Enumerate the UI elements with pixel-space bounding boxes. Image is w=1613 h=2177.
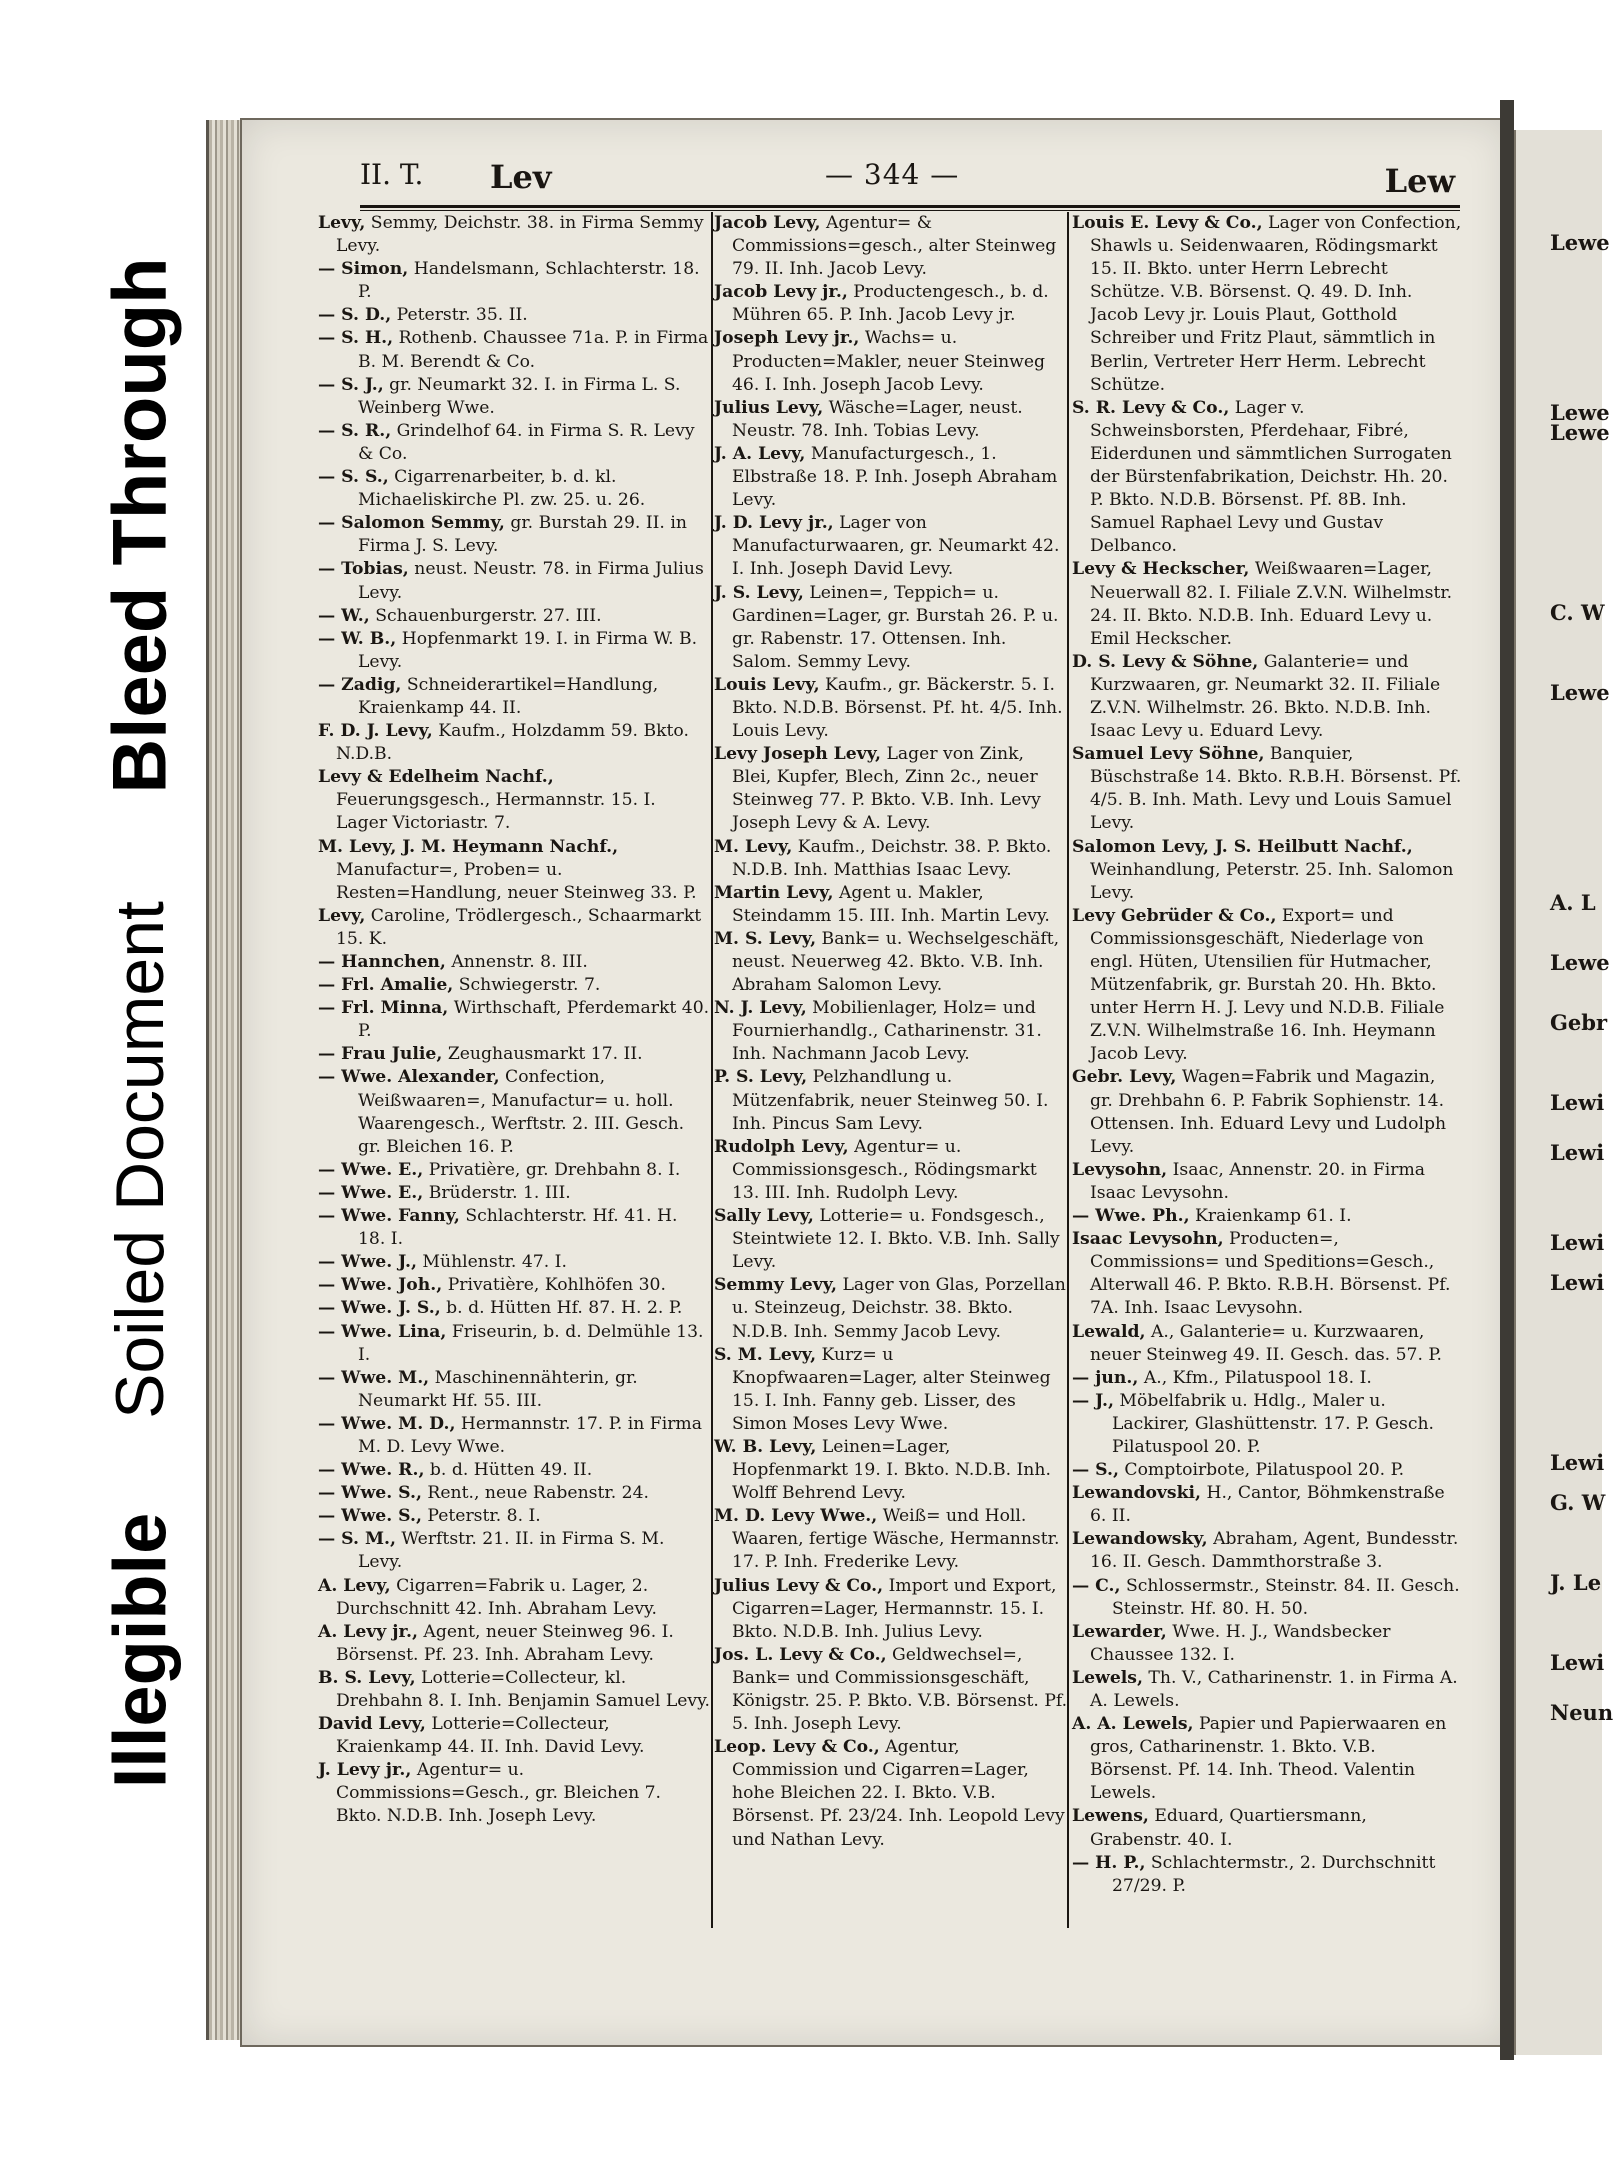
entry-name: J. Levy jr., — [318, 1760, 412, 1781]
entry-details: Hermannstr. 17. P. in Firma M. D. Levy Wwe. — [358, 1413, 702, 1457]
directory-entry — [318, 558, 710, 604]
entry-details: Pelzhandlung u. Mützenfabrik, neuer Steinweg 50. I. Inh. Pincus Sam Levy. — [732, 1067, 1049, 1134]
entry-details: Productengesch., b. d. Mühren 65. P. Inh. Jacob Levy jr. — [732, 282, 1049, 326]
entry-name: — Salomon Semmy, — [318, 513, 505, 534]
entry-name: — Wwe. M., — [318, 1367, 430, 1388]
directory-entry — [714, 1205, 1068, 1274]
facing-page-stub: Lewe — [1550, 420, 1610, 445]
entry-name: — W., — [318, 605, 370, 626]
entry-name: — Frl. Minna, — [318, 998, 449, 1019]
directory-entry — [714, 1344, 1068, 1436]
entry-name: Louis E. Levy & Co., — [1072, 213, 1263, 233]
entry-name: Salomon Levy, J. S. Heilbutt Nachf., — [1072, 836, 1413, 857]
entry-details: Papier und Papierwaaren en gros, Catharinenstr. 1. Bkto. V.B. Börsenst. Pf. 14. Inh. Theod. Valentin Lewels. — [1090, 1714, 1447, 1804]
entry-details: Privatière, gr. Drehbahn 8. I. — [423, 1159, 681, 1180]
directory-entry — [318, 974, 710, 997]
entry-name: — Tobias, — [318, 559, 409, 580]
entry-name: — H. P., — [1072, 1852, 1146, 1873]
facing-page-stub: Lewi — [1550, 1450, 1605, 1475]
directory-entry — [1072, 397, 1462, 559]
entry-name: M. Levy, J. M. Heymann Nachf., — [318, 836, 619, 857]
header-rule — [360, 205, 1460, 208]
directory-entry — [714, 1505, 1068, 1574]
entry-details: Lager von Zink, Blei, Kupfer, Blech, Zinn 2c., neuer Steinweg 77. P. Bkto. V.B. Inh. Levy Joseph Levy & A. Levy. — [732, 744, 1041, 834]
soiled-document-stamp — [85, 865, 195, 1455]
entry-details: Kurz= u Knopfwaaren=Lager, alter Steinweg 15. I. Inh. Fanny geb. Lisser, des Simon Moses Levy Wwe. — [732, 1344, 1051, 1434]
entry-details: Rent., neue Rabenstr. 24. — [421, 1483, 649, 1504]
directory-entry — [714, 1136, 1068, 1205]
directory-entry — [318, 258, 710, 304]
directory-entry — [318, 1482, 710, 1505]
entry-details: Handelsmann, Schlachterstr. 18. P. — [358, 259, 700, 303]
entry-details: b. d. Hütten Hf. 87. H. 2. P. — [440, 1298, 683, 1319]
entry-name: D. S. Levy & Söhne, — [1072, 651, 1259, 672]
page-number: — 344 — — [825, 158, 960, 191]
directory-entry — [1072, 558, 1462, 650]
entry-name: N. J. Levy, — [714, 998, 807, 1019]
entry-details: Kaufm., gr. Bäckerstr. 5. I. Bkto. N.D.B. Börsenst. Pf. ht. 4/5. Inh. Louis Levy. — [732, 674, 1063, 742]
entry-details: Cigarren=Fabrik u. Lager, 2. Durchschnitt 42. Inh. Abraham Levy. — [336, 1575, 657, 1619]
entry-name: — Wwe. S., — [318, 1506, 422, 1527]
entry-details: Banquier, Büschstraße 14. Bkto. R.B.H. Börsenst. Pf. 4/5. B. Inh. Math. Levy und Louis Samuel Levy. — [1090, 744, 1462, 834]
directory-entry — [1072, 836, 1462, 905]
entry-details: Agent, neuer Steinweg 96. I. Börsenst. Pf. 23. Inh. Abraham Levy. — [336, 1621, 674, 1665]
entry-details: Maschinennähterin, gr. Neumarkt Hf. 55. III. — [358, 1367, 638, 1411]
entry-details: Schlossermstr., Steinstr. 84. II. Gesch. Steinstr. Hf. 80. H. 50. — [1112, 1575, 1460, 1619]
directory-entry — [318, 1251, 710, 1274]
directory-entry — [714, 212, 1068, 281]
facing-page-stub: G. W — [1550, 1490, 1606, 1515]
entry-details: Lotterie=Collecteur, Kraienkamp 44. II. Inh. David Levy. — [336, 1714, 645, 1758]
directory-entry — [1072, 1159, 1462, 1205]
directory-entry — [714, 1575, 1068, 1644]
directory-entry — [318, 1367, 710, 1413]
entry-details: Agentur, Commission und Cigarren=Lager, hohe Bleichen 22. I. Bkto. V.B. Börsenst. Pf. 23/24. Inh. Leopold Levy und Nathan Levy. — [732, 1737, 1065, 1850]
directory-entry — [318, 1205, 710, 1251]
entry-details: Cigarrenarbeiter, b. d. kl. Michaeliskirche Pl. zw. 25. u. 26. — [358, 467, 646, 511]
entry-details: Lotterie= u. Fondsgesch., Steintwiete 12. I. Bkto. V.B. Inh. Sally Levy. — [732, 1206, 1060, 1273]
entry-name: Jos. L. Levy & Co., — [714, 1644, 887, 1665]
entry-name: — Zadig, — [318, 674, 402, 695]
gutter-shadow — [1500, 100, 1514, 2060]
entry-name: J. A. Levy, — [714, 443, 806, 464]
directory-entry — [1072, 1575, 1462, 1621]
directory-entry — [318, 512, 710, 558]
directory-entry — [318, 1413, 710, 1459]
entry-details: Kraienkamp 61. I. — [1189, 1206, 1352, 1227]
entry-details: Weinhandlung, Peterstr. 25. Inh. Salomon Levy. — [1090, 859, 1454, 903]
entry-name: M. Levy, — [714, 836, 793, 857]
directory-entry — [318, 1159, 710, 1182]
entry-name: Louis Levy, — [714, 674, 820, 695]
entry-name: A. Levy, — [318, 1575, 391, 1596]
entry-name: J. S. Levy, — [714, 582, 804, 603]
directory-entry — [318, 720, 710, 766]
entry-details: Comptoirbote, Pilatuspool 20. P. — [1118, 1460, 1405, 1481]
directory-column-1 — [318, 212, 710, 1932]
entry-name: F. D. J. Levy, — [318, 721, 433, 742]
entry-name: — Wwe. Joh., — [318, 1275, 443, 1296]
volume-label: II. T. — [360, 158, 424, 191]
entry-name: P. S. Levy, — [714, 1067, 808, 1088]
entry-name: — Wwe. E., — [318, 1159, 424, 1180]
entry-details: Leinen=Lager, Hopfenmarkt 19. I. Bkto. N.D.B. Inh. Wolff Behrend Levy. — [732, 1436, 1051, 1504]
directory-entry — [318, 1043, 710, 1066]
entry-name: — Wwe. Fanny, — [318, 1206, 460, 1227]
entry-details: Galanterie= und Kurzwaaren, gr. Neumarkt 32. II. Filiale Z.V.N. Wilhelmstr. 26. Bkto. N.D.B. Inh. Isaac Levy u. Eduard Levy. — [1090, 651, 1441, 742]
directory-entry — [1072, 1321, 1462, 1367]
entry-name: — Wwe. M. D., — [318, 1413, 456, 1434]
entry-name: — Wwe. E., — [318, 1182, 424, 1203]
entry-details: Wwe. H. J., Wandsbecker Chaussee 132. I. — [1090, 1621, 1391, 1665]
entry-details: Peterstr. 35. II. — [391, 305, 528, 326]
directory-entry — [318, 1459, 710, 1482]
entry-details: Schlachterstr. Hf. 41. H. 18. I. — [358, 1206, 678, 1250]
entry-name: — S. J., — [318, 374, 384, 395]
entry-name: Lewels, — [1072, 1667, 1143, 1688]
entry-details: Producten=, Commissions= und Speditions=Gesch., Alterwall 46. P. Bkto. R.B.H. Börsenst. Pf. 7A. Inh. Isaac Levysohn. — [1090, 1229, 1451, 1319]
entry-details: Zeughausmarkt 17. II. — [442, 1044, 643, 1065]
entry-name: Gebr. Levy, — [1072, 1067, 1177, 1088]
entry-details: Weißwaaren=Lager, Neuerwall 82. I. Filiale Z.V.N. Wilhelmstr. 24. II. Bkto. N.D.B. Inh. Eduard Levy u. Emil Heckscher. — [1090, 559, 1453, 649]
entry-details: gr. Neumarkt 32. I. in Firma L. S. Weinberg Wwe. — [358, 374, 681, 418]
entry-details: Import und Export, Cigarren=Lager, Hermannstr. 15. I. Bkto. N.D.B. Inh. Julius Levy. — [732, 1575, 1057, 1642]
entry-details: Schlachtermstr., 2. Durchschnitt 27/29. P. — [1112, 1852, 1436, 1896]
directory-entry — [318, 997, 710, 1043]
facing-page-stub: Neun — [1550, 1700, 1613, 1725]
column-divider — [1067, 212, 1069, 1928]
entry-details: Export= und Commissionsgeschäft, Niederlage von engl. Hüten, Utensilien für Hutmacher, Mützenfabrik, gr. Burstah 20. Hh. Bkto. unter Herrn H. J. Levy und N.D.B. Filiale Z.V.N. Wilhelmstraße 16. Inh. Heymann Jacob Levy. — [1090, 905, 1445, 1065]
illegible-label: Illegible — [98, 1512, 182, 1788]
directory-entry — [318, 466, 710, 512]
entry-details: Semmy, Deichstr. 38. in Firma Semmy Levy. — [336, 213, 704, 257]
page-header — [360, 158, 1455, 198]
directory-entry — [714, 1644, 1068, 1736]
directory-column-2 — [714, 212, 1068, 1932]
entry-name: Levy Gebrüder & Co., — [1072, 905, 1277, 926]
facing-page-stub: A. L — [1550, 890, 1596, 915]
entry-name: — Wwe. J., — [318, 1252, 417, 1273]
directory-entry — [714, 443, 1068, 512]
bleed-through-label: Bleed Through — [97, 256, 183, 794]
entry-name: — S. M., — [318, 1529, 396, 1550]
entry-name: — Simon, — [318, 259, 409, 280]
column-divider — [711, 212, 713, 1928]
facing-page-stub: Lewi — [1550, 1270, 1605, 1295]
directory-entry — [714, 1066, 1068, 1135]
directory-entry — [318, 628, 710, 674]
directory-entry — [714, 1736, 1068, 1851]
entry-details: Agentur= & Commissions=gesch., alter Steinweg 79. II. Inh. Jacob Levy. — [732, 213, 1057, 280]
entry-details: Kaufm., Deichstr. 38. P. Bkto. N.D.B. Inh. Matthias Isaac Levy. — [732, 836, 1052, 880]
directory-entry — [714, 743, 1068, 835]
entry-details: Wagen=Fabrik und Magazin, gr. Drehbahn 6. P. Fabrik Sophienstr. 14. Ottensen. Inh. Eduard Levy und Ludolph Levy. — [1090, 1067, 1447, 1157]
directory-entry — [714, 397, 1068, 443]
directory-entry — [318, 1297, 710, 1320]
bleed-through-stamp — [85, 230, 195, 820]
entry-details: Rothenb. Chaussee 71a. P. in Firma B. M. Berendt & Co. — [358, 328, 709, 372]
entry-name: Levysohn, — [1072, 1159, 1168, 1180]
directory-column-3 — [1072, 212, 1462, 1932]
header-rule-thin — [360, 210, 1460, 211]
entry-details: Bank= u. Wechselgeschäft, neust. Neuerweg 42. Bkto. V.B. Inh. Abraham Salomon Levy. — [732, 928, 1060, 996]
entry-details: Agentur= u. Commissionsgesch., Rödingsmarkt 13. III. Inh. Rudolph Levy. — [732, 1136, 1037, 1203]
entry-name: S. M. Levy, — [714, 1344, 817, 1365]
entry-name: M. S. Levy, — [714, 928, 817, 949]
entry-name: — W. B., — [318, 628, 397, 649]
directory-entry — [714, 281, 1068, 327]
directory-entry — [1072, 212, 1462, 397]
entry-details: Manufactur=, Proben= u. Resten=Handlung, neuer Steinweg 33. P. — [336, 859, 697, 903]
directory-entry — [1072, 1367, 1462, 1390]
directory-entry — [1072, 1713, 1462, 1805]
directory-entry — [318, 836, 710, 905]
directory-entry — [318, 212, 710, 258]
entry-details: Isaac, Annenstr. 20. in Firma Isaac Levysohn. — [1090, 1159, 1426, 1203]
entry-details: Brüderstr. 1. III. — [423, 1182, 571, 1203]
entry-name: Levy Joseph Levy, — [714, 744, 882, 765]
directory-entry — [1072, 905, 1462, 1067]
facing-page-stub: Gebr — [1550, 1010, 1608, 1035]
entry-details: Lotterie=Collecteur, kl. Drehbahn 8. I. Inh. Benjamin Samuel Levy. — [336, 1667, 711, 1711]
entry-name: Rudolph Levy, — [714, 1136, 849, 1157]
entry-name: J. D. Levy jr., — [714, 513, 834, 534]
directory-entry — [714, 836, 1068, 882]
facing-page-stub: Lewe — [1550, 230, 1610, 255]
facing-page-stub: Lewe — [1550, 400, 1610, 425]
entry-details: Feuerungsgesch., Hermannstr. 15. I. Lager Victoriastr. 7. — [336, 790, 656, 834]
directory-entry — [318, 327, 710, 373]
directory-entry — [318, 951, 710, 974]
entry-details: Wachs= u. Producten=Makler, neuer Steinweg 46. I. Inh. Joseph Jacob Levy. — [732, 328, 1046, 395]
entry-details: Friseurin, b. d. Delmühle 13. I. — [358, 1321, 704, 1365]
entry-details: Möbelfabrik u. Hdlg., Maler u. Lackirer, Glashüttenstr. 17. P. Gesch. Pilatuspool 20. P. — [1112, 1390, 1434, 1457]
entry-details: H., Cantor, Böhmkenstraße 6. II. — [1090, 1483, 1445, 1527]
entry-name: B. S. Levy, — [318, 1667, 416, 1688]
directory-entry — [1072, 1852, 1462, 1898]
directory-entry — [318, 1713, 710, 1759]
entry-name: — C., — [1072, 1575, 1121, 1596]
entry-details: Lager von Glas, Porzellan u. Steinzeug, Deichstr. 38. Bkto. N.D.B. Inh. Semmy Jacob Levy. — [732, 1275, 1066, 1342]
directory-entry — [318, 1321, 710, 1367]
entry-name: Levy, — [318, 213, 366, 233]
entry-name: Lewald, — [1072, 1321, 1146, 1342]
facing-page-stub: C. W — [1550, 600, 1605, 625]
directory-entry — [1072, 743, 1462, 835]
facing-page-stub: Lewi — [1550, 1650, 1605, 1675]
directory-entry — [1072, 651, 1462, 743]
entry-details: Th. V., Catharinenstr. 1. in Firma A. A. Lewels. — [1090, 1667, 1458, 1711]
entry-name: Julius Levy, — [714, 397, 824, 418]
directory-entry — [1072, 1805, 1462, 1851]
directory-entry — [318, 420, 710, 466]
facing-page-stub: Lewi — [1550, 1140, 1605, 1165]
directory-entry — [318, 1274, 710, 1297]
entry-name: — J., — [1072, 1390, 1114, 1411]
directory-entry — [1072, 1459, 1462, 1482]
entry-name: Joseph Levy jr., — [714, 328, 860, 349]
entry-name: Levy & Heckscher, — [1072, 559, 1250, 580]
entry-details: Werftstr. 21. II. in Firma S. M. Levy. — [358, 1529, 665, 1573]
entry-name: Jacob Levy, — [714, 213, 821, 233]
directory-entry — [318, 1621, 710, 1667]
directory-entry — [318, 1667, 710, 1713]
entry-name: Isaac Levysohn, — [1072, 1229, 1224, 1250]
entry-name: A. Levy jr., — [318, 1621, 418, 1642]
entry-name: — S. R., — [318, 420, 392, 441]
directory-entry — [318, 674, 710, 720]
entry-details: Manufacturgesch., 1. Elbstraße 18. P. Inh. Joseph Abraham Levy. — [732, 443, 1058, 511]
directory-entry — [1072, 1228, 1462, 1320]
entry-details: Privatière, Kohlhöfen 30. — [442, 1275, 666, 1296]
entry-details: Agent u. Makler, Steindamm 15. III. Inh. Martin Levy. — [732, 882, 1050, 926]
directory-entry — [318, 1528, 710, 1574]
directory-entry — [318, 374, 710, 420]
entry-details: Weiß= und Holl. Waaren, fertige Wäsche, Hermannstr. 17. P. Inh. Frederike Levy. — [732, 1506, 1060, 1573]
entry-details: Agentur= u. Commissions=Gesch., gr. Bleichen 7. Bkto. N.D.B. Inh. Joseph Levy. — [336, 1760, 662, 1827]
entry-details: Mühlenstr. 47. I. — [416, 1252, 567, 1273]
entry-name: David Levy, — [318, 1714, 426, 1735]
facing-page-stub: Lewi — [1550, 1090, 1605, 1115]
directory-entry — [714, 512, 1068, 581]
entry-name: Sally Levy, — [714, 1206, 814, 1227]
entry-name: — Wwe. Ph., — [1072, 1206, 1190, 1227]
entry-name: Lewandowsky, — [1072, 1529, 1208, 1550]
entry-details: Annenstr. 8. III. — [445, 952, 588, 972]
entry-name: — Frau Julie, — [318, 1044, 443, 1065]
entry-name: S. R. Levy & Co., — [1072, 397, 1230, 418]
directory-entry — [318, 766, 710, 835]
entry-details: Caroline, Trödlergesch., Schaarmarkt 15. K. — [336, 905, 702, 949]
facing-page-stub: Lewe — [1550, 950, 1610, 975]
entry-details: Lager v. Schweinsborsten, Pferdehaar, Fibré, Eiderdunen und sämmtlichen Surrogaten der Bürstenfabrikation, Deichstr. Hh. 20. P. Bkto. N.D.B. Börsenst. Pf. 8B. Inh. Samuel Raphael Levy und Gustav Delbanco. — [1090, 397, 1452, 557]
directory-entry — [318, 304, 710, 327]
entry-name: — S. S., — [318, 467, 389, 488]
entry-name: Samuel Levy Söhne, — [1072, 744, 1265, 765]
entry-details: Schneiderartikel=Handlung, Kraienkamp 44. II. — [358, 674, 659, 718]
entry-name: Julius Levy & Co., — [714, 1575, 884, 1596]
directory-entry — [1072, 1482, 1462, 1528]
entry-details: Kaufm., Holzdamm 59. Bkto. N.D.B. — [336, 721, 689, 765]
entry-details: Confection, Weißwaaren=, Manufactur= u. holl. Waarengesch., Werftstr. 2. III. Gesch. gr. Bleichen 16. P. — [358, 1067, 685, 1157]
entry-name: — S., — [1072, 1460, 1119, 1481]
right-catchword: Lew — [1384, 162, 1455, 200]
facing-page-stub: Lewe — [1550, 680, 1610, 705]
entry-name: — S. D., — [318, 305, 392, 326]
directory-entry — [1072, 1621, 1462, 1667]
entry-details: Hopfenmarkt 19. I. in Firma W. B. Levy. — [358, 628, 698, 672]
directory-entry — [1072, 1667, 1462, 1713]
entry-name: M. D. Levy Wwe., — [714, 1506, 878, 1527]
entry-details: gr. Burstah 29. II. in Firma J. S. Levy. — [358, 513, 687, 557]
directory-entry — [714, 882, 1068, 928]
entry-name: Levy & Edelheim Nachf., — [318, 767, 554, 788]
entry-name: W. B. Levy, — [714, 1436, 817, 1457]
directory-entry — [1072, 1390, 1462, 1459]
entry-details: Lager von Manufacturwaaren, gr. Neumarkt 42. I. Inh. Joseph David Levy. — [732, 513, 1060, 580]
entry-details: A., Galanterie= u. Kurzwaaren, neuer Steinweg 49. II. Gesch. das. 57. P. — [1090, 1321, 1442, 1365]
entry-name: Semmy Levy, — [714, 1275, 838, 1296]
entry-name: — Wwe. Lina, — [318, 1321, 447, 1342]
entry-name: — Wwe. R., — [318, 1460, 425, 1481]
entry-name: Jacob Levy jr., — [714, 282, 848, 303]
entry-details: Geldwechsel=, Bank= und Commissionsgeschäft, Königstr. 25. P. Bkto. V.B. Börsenst. Pf. 5. Inh. Joseph Levy. — [732, 1644, 1068, 1735]
entry-details: Eduard, Quartiersmann, Grabenstr. 40. I. — [1090, 1806, 1367, 1850]
directory-entry — [714, 997, 1068, 1066]
entry-name: A. A. Lewels, — [1072, 1714, 1194, 1735]
soiled-document-label: Soiled Document — [102, 901, 178, 1419]
directory-entry — [318, 1066, 710, 1158]
entry-details: Leinen=, Teppich= u. Gardinen=Lager, gr. Burstah 26. P. u. gr. Rabenstr. 17. Ottensen. Inh. Salom. Semmy Levy. — [732, 582, 1059, 672]
entry-details: A., Kfm., Pilatuspool 18. I. — [1138, 1367, 1372, 1388]
entry-name: — Hannchen, — [318, 952, 446, 972]
entry-name: Lewandovski, — [1072, 1483, 1202, 1504]
entry-name: — jun., — [1072, 1367, 1139, 1388]
directory-entry — [714, 1274, 1068, 1343]
entry-name: — Frl. Amalie, — [318, 975, 454, 996]
directory-entry — [1072, 1528, 1462, 1574]
entry-details: Mobilienlager, Holz= und Fournierhandlg., Catharinenstr. 31. Inh. Nachmann Jacob Levy. — [732, 998, 1042, 1065]
entry-name: Lewens, — [1072, 1806, 1149, 1827]
facing-page-fragment — [1514, 130, 1613, 2055]
illegible-stamp — [85, 1480, 195, 1820]
entry-name: Leop. Levy & Co., — [714, 1737, 880, 1758]
entry-name: Lewarder, — [1072, 1621, 1167, 1642]
facing-page-stub: J. Le — [1550, 1570, 1602, 1595]
entry-name: Levy, — [318, 905, 366, 926]
left-catchword: Lev — [490, 158, 552, 196]
directory-entry — [318, 605, 710, 628]
directory-entry — [318, 1505, 710, 1528]
directory-entry — [318, 1759, 710, 1828]
entry-details: Peterstr. 8. I. — [421, 1506, 541, 1527]
facing-page-stub: Lewi — [1550, 1230, 1605, 1255]
directory-entry — [1072, 1205, 1462, 1228]
entry-name: — Wwe. S., — [318, 1483, 422, 1504]
entry-name: Martin Levy, — [714, 882, 834, 903]
directory-entry — [318, 1575, 710, 1621]
directory-entry — [714, 674, 1068, 743]
entry-details: Schwiegerstr. 7. — [453, 975, 601, 996]
entry-details: Abraham, Agent, Bundesstr. 16. II. Gesch. Dammthorstraße 3. — [1090, 1529, 1459, 1573]
entry-details: Schauenburgerstr. 27. III. — [369, 605, 602, 626]
entry-name: — S. H., — [318, 328, 394, 349]
entry-details: b. d. Hütten 49. II. — [424, 1460, 593, 1481]
entry-details: Wäsche=Lager, neust. Neustr. 78. Inh. Tobias Levy. — [732, 397, 1023, 441]
entry-details: Grindelhof 64. in Firma S. R. Levy & Co. — [358, 420, 695, 464]
directory-entry — [714, 1436, 1068, 1505]
directory-entry — [1072, 1066, 1462, 1158]
entry-name: — Wwe. J. S., — [318, 1298, 441, 1319]
directory-entry — [318, 905, 710, 951]
entry-details: Wirthschaft, Pferdemarkt 40. P. — [358, 998, 710, 1042]
directory-entry — [714, 327, 1068, 396]
directory-entry — [318, 1182, 710, 1205]
directory-entry — [714, 582, 1068, 674]
entry-details: Lager von Confection, Shawls u. Seidenwaaren, Rödingsmarkt 15. II. Bkto. unter Herrn Lebrecht Schütze. V.B. Börsenst. Q. 49. D. Inh. Jacob Levy jr. Louis Plaut, Gotthold Schreiber und Fritz Plaut, sämmtlich in Berlin, Vertreter Herr Herm. Lebrecht Schütze. — [1090, 213, 1462, 395]
directory-entry — [714, 928, 1068, 997]
entry-details: neust. Neustr. 78. in Firma Julius Levy. — [358, 559, 704, 603]
entry-name: — Wwe. Alexander, — [318, 1067, 500, 1088]
